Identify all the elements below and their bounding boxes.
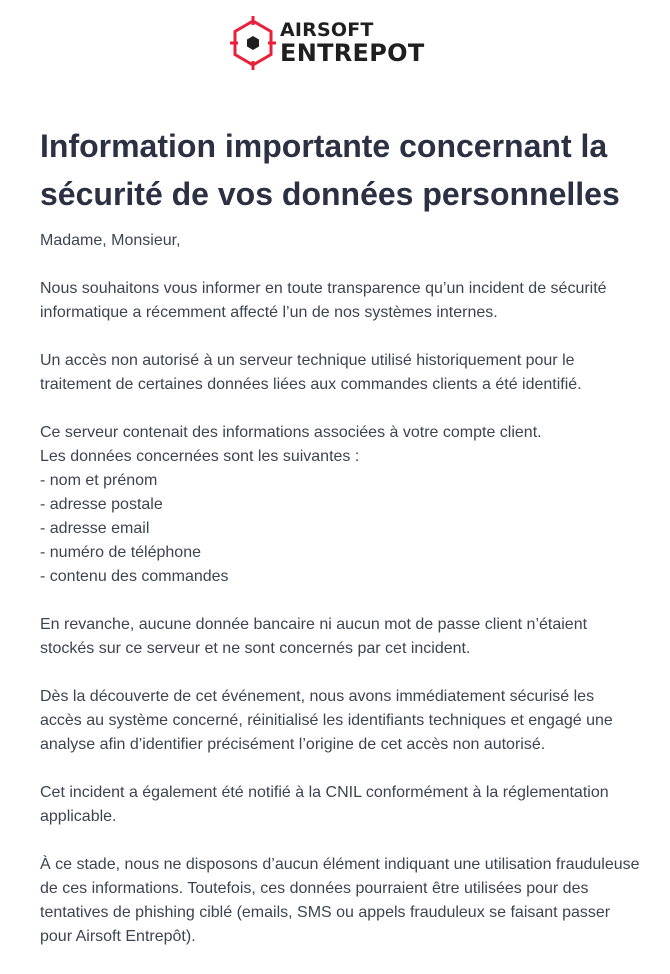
affected-data-lead: Les données concernées sont les suivantes :	[40, 448, 360, 465]
paragraph-unauthorized-access: Un accès non autorisé à un serveur technique utilisé historiquement pour le traitement de certaines données liées aux commandes clients a été identifié.	[40, 352, 582, 393]
affected-data-list	[40, 469, 640, 589]
list-item: - contenu des commandes	[40, 568, 229, 585]
affected-data-intro: Ce serveur contenait des informations associées à votre compte client.	[40, 424, 542, 441]
list-item: - adresse email	[40, 520, 150, 537]
paragraph-cnil-notification: Cet incident a également été notifié à la CNIL conformément à la réglementation applicable.	[40, 784, 609, 825]
paragraph-no-banking-data: En revanche, aucune donnée bancaire ni aucun mot de passe client n’étaient stockés sur ce serveur et ne sont concernés par cet incident.	[40, 616, 588, 657]
greeting: Madame, Monsieur,	[40, 232, 181, 249]
brand-name-line1: AIRSOFT	[280, 19, 374, 41]
list-item: - numéro de téléphone	[40, 544, 201, 561]
paragraph-affected-data	[40, 421, 640, 589]
email-body	[40, 122, 640, 949]
brand-logo	[230, 16, 435, 70]
brand-wordmark	[280, 21, 425, 65]
list-item: - adresse postale	[40, 496, 163, 513]
paragraph-measures-taken: Dès la découverte de cet événement, nous avons immédiatement sécurisé les accès au système concerné, réinitialisé les identifiants techniques et engagé une analyse afin d’identifier précisément l’origine de cet accès non autorisé.	[40, 688, 613, 753]
paragraph-phishing-warning: À ce stade, nous ne disposons d’aucun élément indiquant une utilisation frauduleuse de ces informations. Toutefois, ces données pourraient être utilisées pour des tentatives de phishing ciblé (emails, SMS ou appels frauduleux se faisant passer pour Airsoft Entrepôt).	[40, 856, 640, 945]
list-item: - nom et prénom	[40, 472, 158, 489]
paragraph-incident: Nous souhaitons vous informer en toute transparence qu’un incident de sécurité informatique a récemment affecté l’un de nos systèmes internes.	[40, 280, 607, 321]
email-title: Information importante concernant la sécurité de vos données personnelles	[40, 128, 620, 212]
brand-name-line2: ENTREPOT	[280, 39, 425, 67]
hexagon-crosshair-icon	[230, 16, 276, 70]
